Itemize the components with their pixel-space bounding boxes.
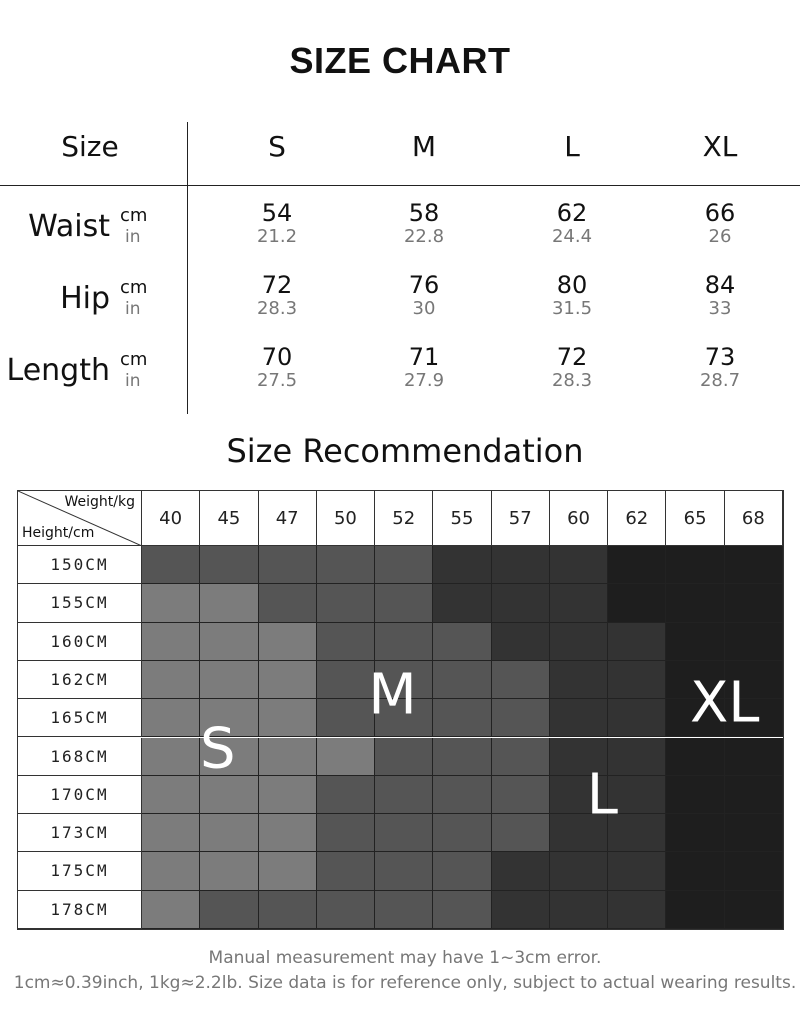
grid-cell-s (142, 891, 200, 929)
weight-header-cell: 45 (200, 491, 258, 546)
grid-cell-m (375, 584, 433, 622)
grid-cell-xl (725, 776, 783, 814)
height-header-cell: 165CM (18, 699, 142, 737)
hip-m (364, 272, 484, 320)
grid-cell-m (375, 546, 433, 584)
grid-cell-m (492, 776, 550, 814)
grid-cell-s (142, 776, 200, 814)
page-title: SIZE CHART (289, 40, 511, 81)
grid-cell-m (375, 852, 433, 890)
grid-cell-m (433, 891, 491, 929)
value-in: 22.8 (403, 226, 445, 247)
grid-cell-xl (725, 623, 783, 661)
weight-header-cell: 68 (725, 491, 783, 546)
zone-label-m: M (368, 662, 417, 728)
value-cm: 54 (261, 199, 293, 227)
grid-cell-s (317, 738, 375, 776)
value-cm: 73 (704, 343, 736, 371)
grid-cell-s (200, 584, 258, 622)
zone-label-s: S (199, 716, 236, 782)
row-name: Length (6, 353, 110, 388)
note-conversion: 1cm≈0.39inch, 1kg≈2.2lb. Size data is for reference only, subject to actual wearing results. (13, 973, 797, 993)
height-header-cell: 168CM (18, 738, 142, 776)
value-in: 24.4 (551, 226, 593, 247)
value-cm: 72 (261, 271, 293, 299)
grid-cell-m (433, 776, 491, 814)
grid-cell-m (433, 814, 491, 852)
weight-header-cell: 47 (259, 491, 317, 546)
grid-cell-s (200, 623, 258, 661)
grid-cell-m (492, 661, 550, 699)
grid-cell-l (608, 852, 666, 890)
hip-xl (660, 272, 780, 320)
grid-cell-s (142, 623, 200, 661)
value-cm: 70 (261, 343, 293, 371)
value-cm: 80 (556, 271, 588, 299)
grid-cell-s (142, 661, 200, 699)
zone-label-xl: XL (689, 670, 760, 736)
grid-cell-l (550, 623, 608, 661)
height-header-cell: 170CM (18, 776, 142, 814)
grid-cell-l (550, 546, 608, 584)
grid-cell-l (550, 891, 608, 929)
value-in: 21.2 (256, 226, 298, 247)
grid-cell-m (317, 814, 375, 852)
grid-cell-m (200, 546, 258, 584)
height-header-cell: 150CM (18, 546, 142, 584)
grid-cell-xl (725, 546, 783, 584)
weight-header-cell: 55 (433, 491, 491, 546)
value-in: 26 (708, 226, 732, 247)
grid-cell-s (200, 776, 258, 814)
grid-cell-xl (725, 814, 783, 852)
hip-l (512, 272, 632, 320)
grid-cell-m (317, 584, 375, 622)
value-cm: 66 (704, 199, 736, 227)
grid-cell-m (375, 891, 433, 929)
grid-cell-xl (725, 738, 783, 776)
grid-cell-s (142, 814, 200, 852)
unit-cm: cm (120, 205, 148, 226)
grid-cell-xl (666, 852, 724, 890)
grid-cell-l (492, 584, 550, 622)
recommendation-title: Size Recommendation (226, 432, 584, 470)
grid-cell-m (317, 546, 375, 584)
grid-cell-xl (666, 891, 724, 929)
row-label-length (0, 343, 180, 403)
size-header-l: L (564, 130, 580, 163)
grid-cell-s (259, 661, 317, 699)
grid-cell-m (259, 546, 317, 584)
height-header-cell: 173CM (18, 814, 142, 852)
height-header-cell: 160CM (18, 623, 142, 661)
hip-s (217, 272, 337, 320)
grid-cell-m (492, 738, 550, 776)
waist-s (217, 200, 337, 248)
grid-cell-m (433, 699, 491, 737)
grid-cell-m (492, 699, 550, 737)
value-cm: 76 (408, 271, 440, 299)
grid-cell-xl (666, 738, 724, 776)
grid-cell-l (608, 699, 666, 737)
value-cm: 58 (408, 199, 440, 227)
note-error: Manual measurement may have 1~3cm error. (208, 948, 602, 968)
weight-header-cell: 50 (317, 491, 375, 546)
grid-cell-m (317, 891, 375, 929)
weight-header-cell: 60 (550, 491, 608, 546)
height-header-cell: 175CM (18, 852, 142, 890)
size-header-xl: XL (702, 130, 738, 163)
grid-cell-l (608, 891, 666, 929)
value-in: 27.9 (403, 370, 445, 391)
grid-cell-m (433, 661, 491, 699)
grid-cell-l (550, 852, 608, 890)
unit-cm: cm (120, 277, 148, 298)
grid-cell-xl (666, 623, 724, 661)
grid-cell-l (492, 852, 550, 890)
grid-cell-xl (608, 584, 666, 622)
height-header-cell: 155CM (18, 584, 142, 622)
unit-in: in (125, 227, 141, 247)
grid-cell-m (317, 699, 375, 737)
grid-cell-xl (725, 584, 783, 622)
unit-in: in (125, 299, 141, 319)
weight-header-cell: 52 (375, 491, 433, 546)
size-table (0, 122, 800, 414)
grid-cell-l (608, 661, 666, 699)
row-name: Hip (60, 281, 110, 316)
height-header-cell: 162CM (18, 661, 142, 699)
grid-cell-l (492, 623, 550, 661)
grid-cell-m (375, 814, 433, 852)
header-divider (0, 185, 800, 186)
grid-cell-m (492, 814, 550, 852)
value-in: 31.5 (551, 298, 593, 319)
weight-header-cell: 62 (608, 491, 666, 546)
value-cm: 72 (556, 343, 588, 371)
grid-cell-s (259, 852, 317, 890)
value-in: 28.3 (256, 298, 298, 319)
grid-cell-l (550, 699, 608, 737)
grid-cell-xl (725, 891, 783, 929)
zone-label-l: L (586, 762, 618, 828)
grid-cell-l (433, 584, 491, 622)
grid-cell-s (200, 852, 258, 890)
value-cm: 84 (704, 271, 736, 299)
grid-cell-m (375, 738, 433, 776)
weight-axis-label: Weight/kg (64, 494, 135, 510)
grid-cell-m (142, 546, 200, 584)
waist-l (512, 200, 632, 248)
grid-cell-xl (666, 584, 724, 622)
value-in: 27.5 (256, 370, 298, 391)
length-xl (660, 344, 780, 392)
grid-cell-s (142, 852, 200, 890)
grid-cell-s (259, 699, 317, 737)
height-axis-label: Height/cm (22, 525, 95, 541)
grid-cell-xl (666, 814, 724, 852)
weight-header-cell: 40 (142, 491, 200, 546)
unit-cm: cm (120, 349, 148, 370)
size-header: Size (61, 130, 119, 163)
grid-cell-s (259, 814, 317, 852)
column-divider (187, 122, 188, 414)
waist-xl (660, 200, 780, 248)
grid-cell-m (317, 623, 375, 661)
size-header-s: S (268, 130, 286, 163)
grid-cell-m (375, 776, 433, 814)
value-cm: 62 (556, 199, 588, 227)
grid-cell-m (433, 623, 491, 661)
value-in: 33 (708, 298, 732, 319)
grid-cell-l (492, 546, 550, 584)
recommendation-grid (17, 490, 784, 930)
value-in: 28.3 (551, 370, 593, 391)
value-cm: 71 (408, 343, 440, 371)
value-in: 28.7 (699, 370, 741, 391)
grid-cell-s (142, 738, 200, 776)
grid-corner-header (18, 491, 142, 546)
grid-cell-m (259, 891, 317, 929)
grid-cell-xl (666, 776, 724, 814)
grid-cell-s (142, 699, 200, 737)
grid-cell-l (550, 584, 608, 622)
grid-cell-s (200, 814, 258, 852)
unit-in: in (125, 371, 141, 391)
length-l (512, 344, 632, 392)
grid-cell-s (259, 776, 317, 814)
row-name: Waist (28, 209, 110, 244)
weight-header-cell: 57 (492, 491, 550, 546)
size-header-m: M (411, 130, 437, 163)
grid-cell-s (259, 623, 317, 661)
grid-cell-m (200, 891, 258, 929)
grid-cell-xl (608, 546, 666, 584)
grid-cell-l (550, 661, 608, 699)
value-in: 30 (412, 298, 436, 319)
length-m (364, 344, 484, 392)
grid-cell-m (317, 661, 375, 699)
grid-cell-s (142, 584, 200, 622)
weight-header-cell: 65 (666, 491, 724, 546)
grid-cell-l (492, 891, 550, 929)
waist-m (364, 200, 484, 248)
grid-cell-m (433, 738, 491, 776)
grid-cell-s (259, 738, 317, 776)
grid-cell-m (433, 852, 491, 890)
row-label-hip (0, 271, 180, 331)
grid-cell-m (317, 776, 375, 814)
height-header-cell: 178CM (18, 891, 142, 929)
row-label-waist (0, 199, 180, 259)
grid-cell-l (608, 623, 666, 661)
grid-cell-xl (725, 852, 783, 890)
grid-cell-m (317, 852, 375, 890)
grid-cell-m (259, 584, 317, 622)
grid-cell-xl (666, 546, 724, 584)
length-s (217, 344, 337, 392)
grid-cell-l (433, 546, 491, 584)
grid-cell-s (200, 661, 258, 699)
grid-cell-m (375, 623, 433, 661)
